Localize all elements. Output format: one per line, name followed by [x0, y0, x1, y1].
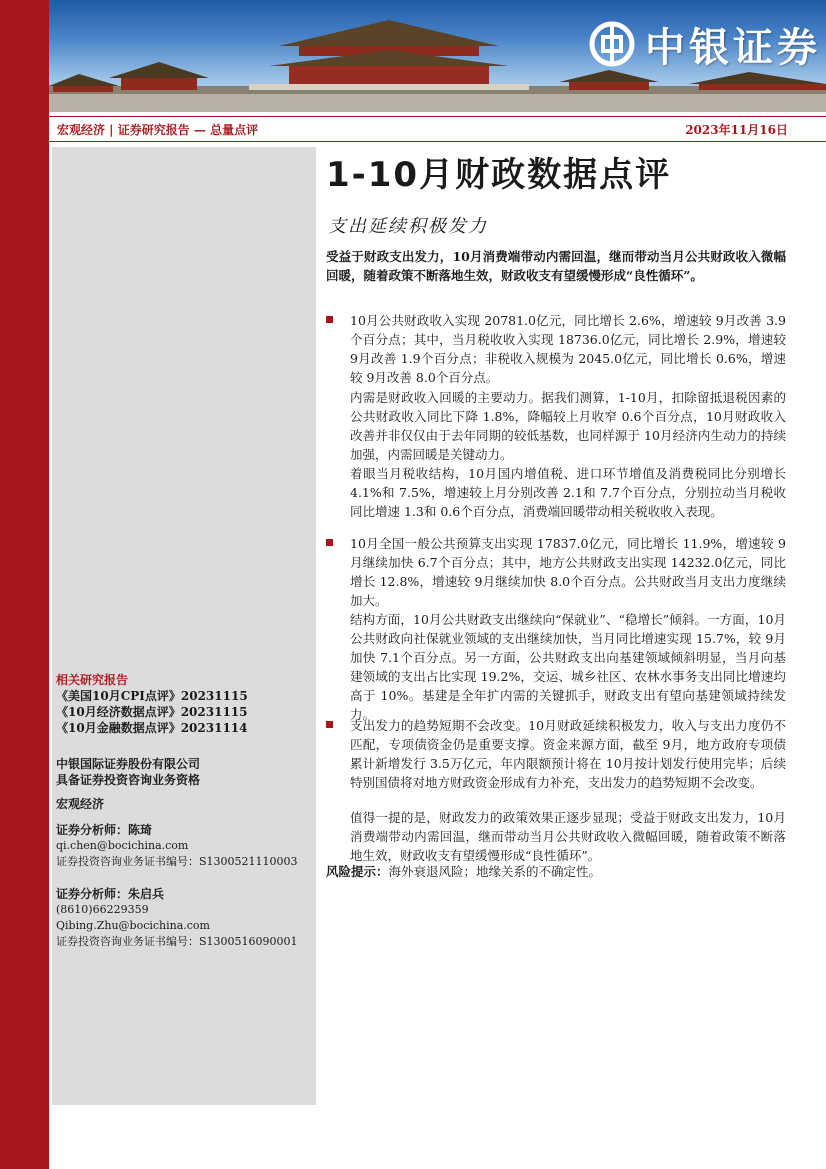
related-report-item[interactable]: 《美国10月CPI点评》20231115 [56, 689, 248, 703]
analyst-1 [56, 822, 311, 870]
report-title: 1-10月财政数据点评 [326, 155, 672, 195]
company-qualification: 具备证券投资咨询业务资格 [56, 773, 201, 787]
related-reports-heading: 相关研究报告 [56, 673, 129, 687]
company-info [56, 756, 311, 788]
analyst-2 [56, 886, 311, 950]
body-paragraph: 值得一提的是，财政发力的政策效果正逐步显现；受益于财政支出发力，10月消费端带动内需回温，继而带动当月公共财政收入微幅回暖，随着政策不断落地生效，财政收支有望缓慢形成“良性循环”。 [350, 810, 786, 863]
bullet-item: 支出发力的趋势短期不会改变。10月财政延续积极发力，收入与支出力度仍不匹配，专项债资金仍是重要支撑。资金来源方面，截至 9月，地方政府专项债累计新增发行 3.5万亿元，年内限额预计将在 10月按计划发行使用完毕；后续特别国债将对地方财政资金形成有力补充，支出发力的趋势短期不会改变。 [326, 716, 786, 792]
brand-name: 中银证券 [645, 24, 821, 71]
report-date: 2023年11月16日 [685, 122, 788, 137]
body-paragraph: 着眼当月税收结构，10月国内增值税、进口环节增值及消费税同比分别增长 4.1%和 7.5%，增速较上月分别改善 2.1和 7.7个百分点，分别拉动当月税收同比增速 1.3和 0.6个百分点，消费端回暖带动相关税收收入表现。 [350, 466, 786, 519]
sidebar-section-label: 宏观经济 [56, 797, 105, 811]
analyst-email[interactable]: qi.chen@bocichina.com [56, 839, 189, 852]
analyst-cert: 证券投资咨询业务证书编号：S1300516090001 [56, 935, 298, 948]
analyst-cert: 证券投资咨询业务证书编号：S1300521110003 [56, 855, 298, 868]
related-report-item[interactable]: 《10月金融数据点评》20231114 [56, 721, 248, 735]
bullet-square-icon [326, 721, 333, 728]
analyst-title: 证券分析师：朱启兵 [56, 887, 165, 901]
bullet-item: 10月全国一般公共预算支出实现 17837.0亿元，同比增长 11.9%，增速较 9月继续加快 6.7个百分点；其中，地方公共财政支出实现 14232.0亿元，同比增长 12.8%，增速较 9月继续加快 8.0个百分点。公共财政当月支出力度继续加大。 [326, 534, 786, 610]
body-paragraph: 内需是财政收入回暖的主要动力。据我们测算，1-10月，扣除留抵退税因素的公共财政收入同比下降 1.8%，降幅较上月收窄 0.6个百分点，10月财政收入改善并非仅仅由于去年同期的较低基数，也同样源于 10月经济内生动力的持续加强，内需回暖是关键动力。 [350, 390, 786, 462]
report-meta-bar [49, 116, 826, 142]
analyst-email[interactable]: Qibing.Zhu@bocichina.com [56, 919, 210, 932]
report-category: 宏观经济 | 证券研究报告 — 总量点评 [57, 122, 259, 137]
analyst-phone: (8610)66229359 [56, 903, 149, 916]
risk-warning [326, 862, 786, 881]
analyst-title: 证券分析师：陈琦 [56, 823, 153, 837]
brand-logo [589, 20, 821, 71]
related-reports [56, 672, 311, 736]
bullet-item: 10月公共财政收入实现 20781.0亿元，同比增长 2.6%，增速较 9月改善 3.9个百分点；其中，当月税收收入实现 18736.0亿元，同比增长 2.9%，增速较 9月改善 1.9个百分点；非税收入规模为 2045.0亿元，同比增长 0.6%，增速较 9月改善 8.0个百分点。 [326, 311, 786, 387]
left-accent-stripe [0, 0, 49, 1169]
company-name: 中银国际证券股份有限公司 [56, 757, 201, 771]
summary-paragraph: 受益于财政支出发力，10月消费端带动内需回温，继而带动当月公共财政收入微幅回暖，随着政策不断落地生效，财政收支有望缓慢形成“良性循环”。 [326, 249, 786, 283]
risk-text: 海外衰退风险；地缘关系的不确定性。 [388, 864, 602, 879]
related-report-item[interactable]: 《10月经济数据点评》20231115 [56, 705, 248, 719]
risk-label: 风险提示： [326, 864, 389, 879]
sidebar-panel [52, 147, 316, 1105]
bullet-square-icon [326, 539, 333, 546]
bullet-square-icon [326, 316, 333, 323]
boc-logo-icon [589, 21, 635, 67]
body-paragraph: 结构方面，10月公共财政支出继续向“保就业”、“稳增长”倾斜。一方面，10月公共财政向社保就业领域的支出继续加快，当月同比增速实现 15.7%，较 9月加快 7.1个百分点。另一方面，公共财政支出向基建领域倾斜明显，当月向基建领域的支出占比实现 19.2%，交运、城乡社区、农林水事务支出同比增速均高于 10%。基建是全年扩内需的关键抓手，财政支出有望向基建领域持续发力。 [350, 612, 786, 722]
header-banner [49, 0, 826, 112]
report-subtitle: 支出延续积极发力 [328, 216, 488, 237]
